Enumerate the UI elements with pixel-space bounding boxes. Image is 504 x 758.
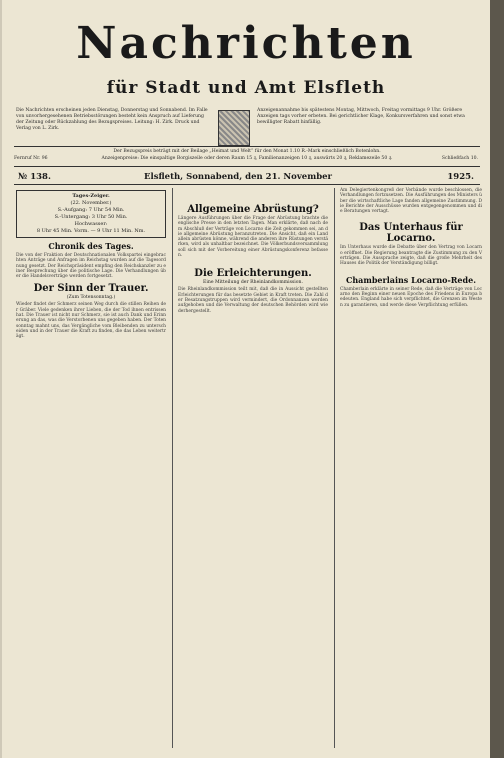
tages-zeiger-line: 8 Uhr 45 Min. Vorm. — 9 Uhr 11 Min. Nm.	[36, 228, 146, 234]
tages-zeiger-box	[16, 190, 166, 238]
abruestung-text: Längere Ausführungen über die Frage der Abrüstung brachte die englische Presse in den letzten Tagen. Man erklärte, daß nach dem Abschluß der Verträge von Locarno die Zeit gekommen sei, an die allgemeine Abrüstung heranzutreten. Die Ansicht, daß ein Land allein abrüsten könne, während die anderen ihre Rüstungen verstärken, wird als unhaltbar bezeichnet. Die Völkerbundsversammlung soll sich mit der Vorbereitung einer Abrüstungskonferenz befassen.	[178, 216, 328, 259]
column-rule	[334, 188, 335, 748]
phone-number: Fernruf Nr. 96	[14, 156, 48, 161]
publication-info: Die Nachrichten erscheinen jeden Dienstag, Donnerstag und Sonnabend. Im Falle von unvorhergesehenen Betriebsstörungen besteht kein Anspruch auf Lieferung der Zeitung oder Rückzahlung des Bezugspreises. Leitung: H. Zirk. Druck und Verlag von L. Zirk.	[16, 108, 208, 131]
chamberlain-heading: Chamberlains Locarno-Rede.	[345, 274, 476, 285]
column-3	[340, 188, 482, 308]
divider	[14, 146, 480, 147]
divider	[14, 166, 480, 167]
price-info: Der Bezugspreis beträgt mit der Beilage „Heimat und Welt“ für den Monat 1.10 R.-Mark einschließlich Botenlohn.	[113, 149, 381, 154]
trauer-text: Wieder findet der Schmerz seinen Weg durch die stillen Reihen der Gräber. Viele gedenken ihrer Lieben, die der Tod ihnen entrissen hat. Die Trauer ist nicht nur Schmerz, sie ist auch Dank und Erinnerung an das, was die Verstorbenen uns gegeben haben. Der Totensonntag mahnt uns, das Vergängliche vom Bleibenden zu unterscheiden und in der Trauer die Kraft zu finden, die das Leben weiterträgt.	[16, 302, 166, 340]
delegierten-text: Am Delegiertenkongreß der Verbände wurde beschlossen, die Verhandlungen fortzusetzen. Die Ausführungen des Ministers über die wirtschaftliche Lage fanden allgemeine Zustimmung. Die Berichte der Ausschüsse wurden entgegengenommen und die Beratungen vertagt.	[340, 188, 482, 215]
erleichterungen-subheading: Eine Mitteilung der Rheinlandkommission.	[203, 280, 303, 286]
divider	[14, 184, 480, 185]
page-edge	[490, 0, 504, 758]
masthead-title: Nachrichten	[76, 18, 416, 69]
issue-date: Elsfleth, Sonnabend, den 21. November	[144, 172, 333, 182]
ad-price-info: Anzeigenpreise: Die einspaltige Borgiszeile oder deren Raum 15 ₰, Familienanzeigen 10 ₰, auswärts 20 ₰, Reklamezeile 50 ₰.	[101, 156, 393, 161]
chronik-heading: Chronik des Tages.	[48, 241, 134, 251]
trauer-heading: Der Sinn der Trauer.	[33, 283, 149, 295]
po-box: Schließfach 10.	[441, 156, 478, 161]
column-2	[178, 188, 328, 314]
tages-zeiger-line: S.-Aufgang: 7 Uhr 54 Min.	[57, 207, 125, 213]
abruestung-heading: Allgemeine Abrüstung?	[187, 204, 319, 215]
unterhaus-heading: Das Unterhaus für Locarno.	[359, 222, 463, 245]
issue-year: 1925.	[447, 172, 474, 182]
tages-zeiger-title: Tages-Zeiger.	[72, 193, 110, 199]
column-1	[16, 188, 166, 340]
tages-zeiger-line: S.-Untergang: 3 Uhr 50 Min.	[54, 214, 128, 220]
tages-zeiger-line: Hochwasser:	[74, 221, 108, 227]
issue-number: № 138.	[18, 172, 51, 182]
advert-info: Anzeigenannahme bis spätestens Montag, Mittwoch, Freitag vormittags 9 Uhr. Größere Anzeigen tags vorher erbeten. Bei gerichtlicher Klage, Konkursverfahren und sonst etwa bewilligter Rabatt hinfällig.	[257, 108, 465, 125]
column-rule	[172, 188, 173, 748]
unterhaus-text: Im Unterhaus wurde die Debatte über den Vertrag von Locarno eröffnet. Die Regierung beantragte die Zustimmung zu den Verträgen. Die Aussprache zeigte, daß die große Mehrheit des Hauses die Politik der Verständigung billigt.	[340, 245, 482, 267]
newspaper-page	[2, 0, 490, 758]
chamberlain-text: Chamberlain erklärte in seiner Rede, daß die Verträge von Locarno den Beginn einer neuen Epoche des Friedens in Europa bedeuten. England habe sich verpflichtet, die Grenzen im Westen zu garantieren, und werde diese Verpflichtung erfüllen.	[340, 286, 482, 308]
masthead-subtitle: für Stadt und Amt Elsfleth	[106, 78, 386, 98]
erleichterungen-heading: Die Erleichterungen.	[194, 268, 312, 280]
chronik-text: Die von der Fraktion der Deutschnationalen Volkspartei eingebrachten Anträge und Anfragen im Reichstag wurden auf die Tagesordnung gesetzt. Der Reichspräsident empfing den Reichskanzler zu einer Besprechung über die politische Lage. Die Verhandlungen über die Handelsverträge werden fortgesetzt.	[16, 253, 166, 280]
tages-zeiger-date: (22. November.)	[70, 200, 112, 206]
erleichterungen-text: Die Rheinlandkommission teilt mit, daß die in Aussicht gestellten Erleichterungen für das besetzte Gebiet in Kraft treten. Die Zahl der Besatzungstruppen wird vermindert, die Ordonnanzen werden aufgehoben und die Verwaltung der deutschen Behörden wird wiederhergestellt.	[178, 287, 328, 314]
trauer-subheading: (Zum Totensonntag.)	[66, 295, 116, 301]
coat-of-arms-icon	[218, 110, 250, 146]
